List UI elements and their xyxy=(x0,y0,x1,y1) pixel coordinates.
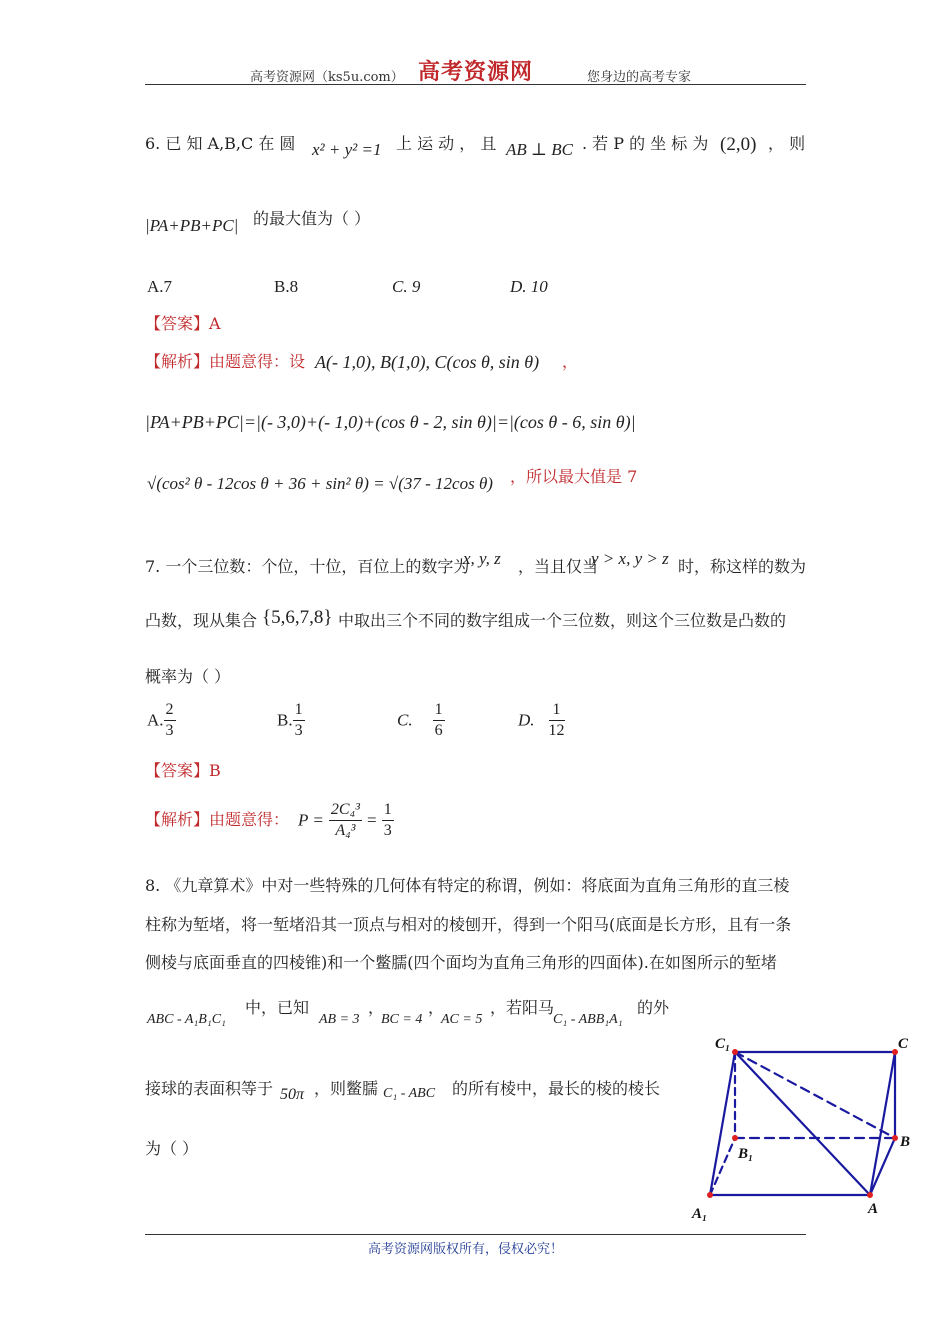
q8-l5-a: 接球的表面积等于 xyxy=(145,1079,274,1098)
label-b1: B₁ xyxy=(738,1146,754,1162)
q7-answer-label: 【答案】 xyxy=(145,761,210,780)
q6-line2-text: 的最大值为（ ） xyxy=(253,209,371,228)
vertex-b xyxy=(892,1135,898,1141)
q6-perpendicular: AB ⊥ BC xyxy=(506,140,573,159)
q8-line1: 8. 《九章算术》中对一些特殊的几何体有特定的称谓，例如：将底面为直角三角形的直三棱 xyxy=(145,876,790,895)
label-c: C xyxy=(898,1036,909,1052)
q7-probability: P = $\frac{\text{2C₄³}}{\text{A₄³}}$ = $\frac{1}{3}$ xyxy=(298,801,392,839)
q6-option-d: D. 10 xyxy=(510,277,548,296)
q8-line3: 侧棱与底面垂直的四棱锥)和一个鳖臑(四个面均为直角三角形的四面体).在如图所示的堑堵 xyxy=(145,953,777,972)
edge-c1-a1 xyxy=(710,1052,735,1195)
q6-stem-mid: 上 运 动 ， 且 xyxy=(396,134,497,153)
q8-l5-e: 的所有棱中，最长的棱的棱长 xyxy=(452,1079,661,1098)
q6-answer-label: 【答案】 xyxy=(145,314,210,333)
label-a1: A₁ xyxy=(692,1206,708,1222)
q6-analysis-label: 【解析】由题意得：设 xyxy=(145,352,306,371)
q7-line3: 概率为（ ） xyxy=(145,667,231,686)
q6-analysis-text: 由题意得：设 xyxy=(209,352,306,371)
q7-answer-value: B xyxy=(209,761,221,780)
q6-expression: |PA+PB+PC| xyxy=(145,216,239,235)
q8-line2: 柱称为堑堵，将一堑堵沿其一顶点与相对的棱刨开，得到一个阳马(底面是长方形，且有一条 xyxy=(145,915,792,934)
q8-ac: AC = 5 xyxy=(441,1012,483,1027)
q7-answer xyxy=(145,758,221,781)
q8-l5-c: ，则鳖臑 xyxy=(314,1079,379,1098)
q8-l4-end: 的外 xyxy=(637,998,670,1017)
q7-analysis-label: 【解析】由题意得： xyxy=(145,810,290,829)
q8-yangma: ，若阳马 xyxy=(490,998,555,1017)
q6-option-c: C. 9 xyxy=(392,277,421,296)
header-slogan: 您身边的高考专家 xyxy=(587,70,692,85)
q7-set: {5,6,7,8} xyxy=(262,607,333,628)
q8-prism-name: ABC - A₁B₁C₁ xyxy=(147,1012,226,1027)
edge-c1-a xyxy=(735,1052,870,1195)
edge-b-a xyxy=(870,1138,895,1195)
q6-option-b: B.8 xyxy=(274,277,299,296)
q7-line2-pre: 凸数，现从集合 xyxy=(145,611,258,630)
q6-stem-mid2: . 若 P 的 坐 标 为 xyxy=(582,134,709,153)
q7-vars: x, y, z xyxy=(463,549,501,568)
q7-option-a: A. $\frac{2}{3}$ xyxy=(147,701,174,739)
q6-analysis-comma: ， xyxy=(562,352,579,371)
prism-figure xyxy=(690,1030,920,1225)
q7-line1-mid: ，当且仅当 xyxy=(518,557,599,576)
q8-surface-area: 50π xyxy=(280,1086,305,1103)
q7-line1-pre: 7. 一个三位数：个位，十位，百位上的数字为 xyxy=(145,557,470,576)
q6-option-a: A.7 xyxy=(147,277,173,296)
q6-analysis-points: A(- 1,0), B(1,0), C(cos θ, sin θ) xyxy=(315,352,540,372)
label-a: A xyxy=(868,1201,879,1217)
vertex-a1 xyxy=(707,1192,713,1198)
q6-step1: |PA+PB+PC|=|(- 3,0)+(- 1,0)+(cos θ - 2, sin θ)|=|(cos θ - 6, sin θ)| xyxy=(145,412,636,432)
q8-comma1: ， xyxy=(368,998,385,1017)
header-rule xyxy=(145,84,806,85)
q7-line2-end: 中取出三个不同的数字组成一个三位数，则这个三位数是凸数的 xyxy=(338,611,787,630)
q8-pyramid: C₁ - ABB₁A₁ xyxy=(553,1012,623,1027)
label-c1: C₁ xyxy=(715,1036,731,1052)
q8-tetra: C₁ - ABC xyxy=(383,1086,436,1101)
q7-line1-end: 时，称这样的数为 xyxy=(678,557,807,576)
q6-circle-equation: x² + y² =1 xyxy=(312,140,382,159)
edge-c1-b xyxy=(735,1052,895,1138)
q7-analysis-text: 由题意得： xyxy=(209,810,290,829)
header-logo: 高考资源网 xyxy=(418,59,534,85)
footer-copyright: 高考资源网版权所有，侵权必究！ xyxy=(368,1242,564,1257)
q7-option-c: C. $\frac{1}{6}$ xyxy=(397,701,443,739)
q7-option-b: B. $\frac{1}{3}$ xyxy=(277,701,303,739)
vertex-c1 xyxy=(732,1049,738,1055)
q8-ab: AB = 3 xyxy=(319,1012,360,1027)
q6-stem-end: ， 则 xyxy=(768,134,806,153)
vertex-b1 xyxy=(732,1135,738,1141)
header-site-name: 高考资源网（ks5u.com） xyxy=(250,70,404,85)
q8-l6: 为（ ） xyxy=(145,1139,199,1158)
q6-answer-value: A xyxy=(209,314,221,333)
q8-comma2: ， xyxy=(428,998,445,1017)
edge-a1-b1 xyxy=(710,1138,735,1195)
q6-point-p: (2,0) xyxy=(720,134,757,155)
q6-answer xyxy=(145,311,221,334)
q6-step2-math: √(cos² θ - 12cos θ + 36 + sin² θ) = √(37 - 12cos θ) xyxy=(147,474,493,493)
q7-option-d: D. $\frac{1}{12}$ xyxy=(518,701,565,739)
q6-stem-pre: 6. 已 知 A,B,C 在 圆 xyxy=(145,134,296,153)
label-b: B xyxy=(900,1134,911,1150)
q6-step2-text: ，所以最大值是 7 xyxy=(510,467,638,486)
footer-rule xyxy=(145,1234,806,1235)
vertex-a xyxy=(867,1192,873,1198)
q8-bc: BC = 4 xyxy=(381,1012,423,1027)
q7-condition: y > x, y > z xyxy=(591,549,669,568)
q8-l4-known: 中，已知 xyxy=(245,998,310,1017)
edge-c-a xyxy=(870,1052,895,1195)
